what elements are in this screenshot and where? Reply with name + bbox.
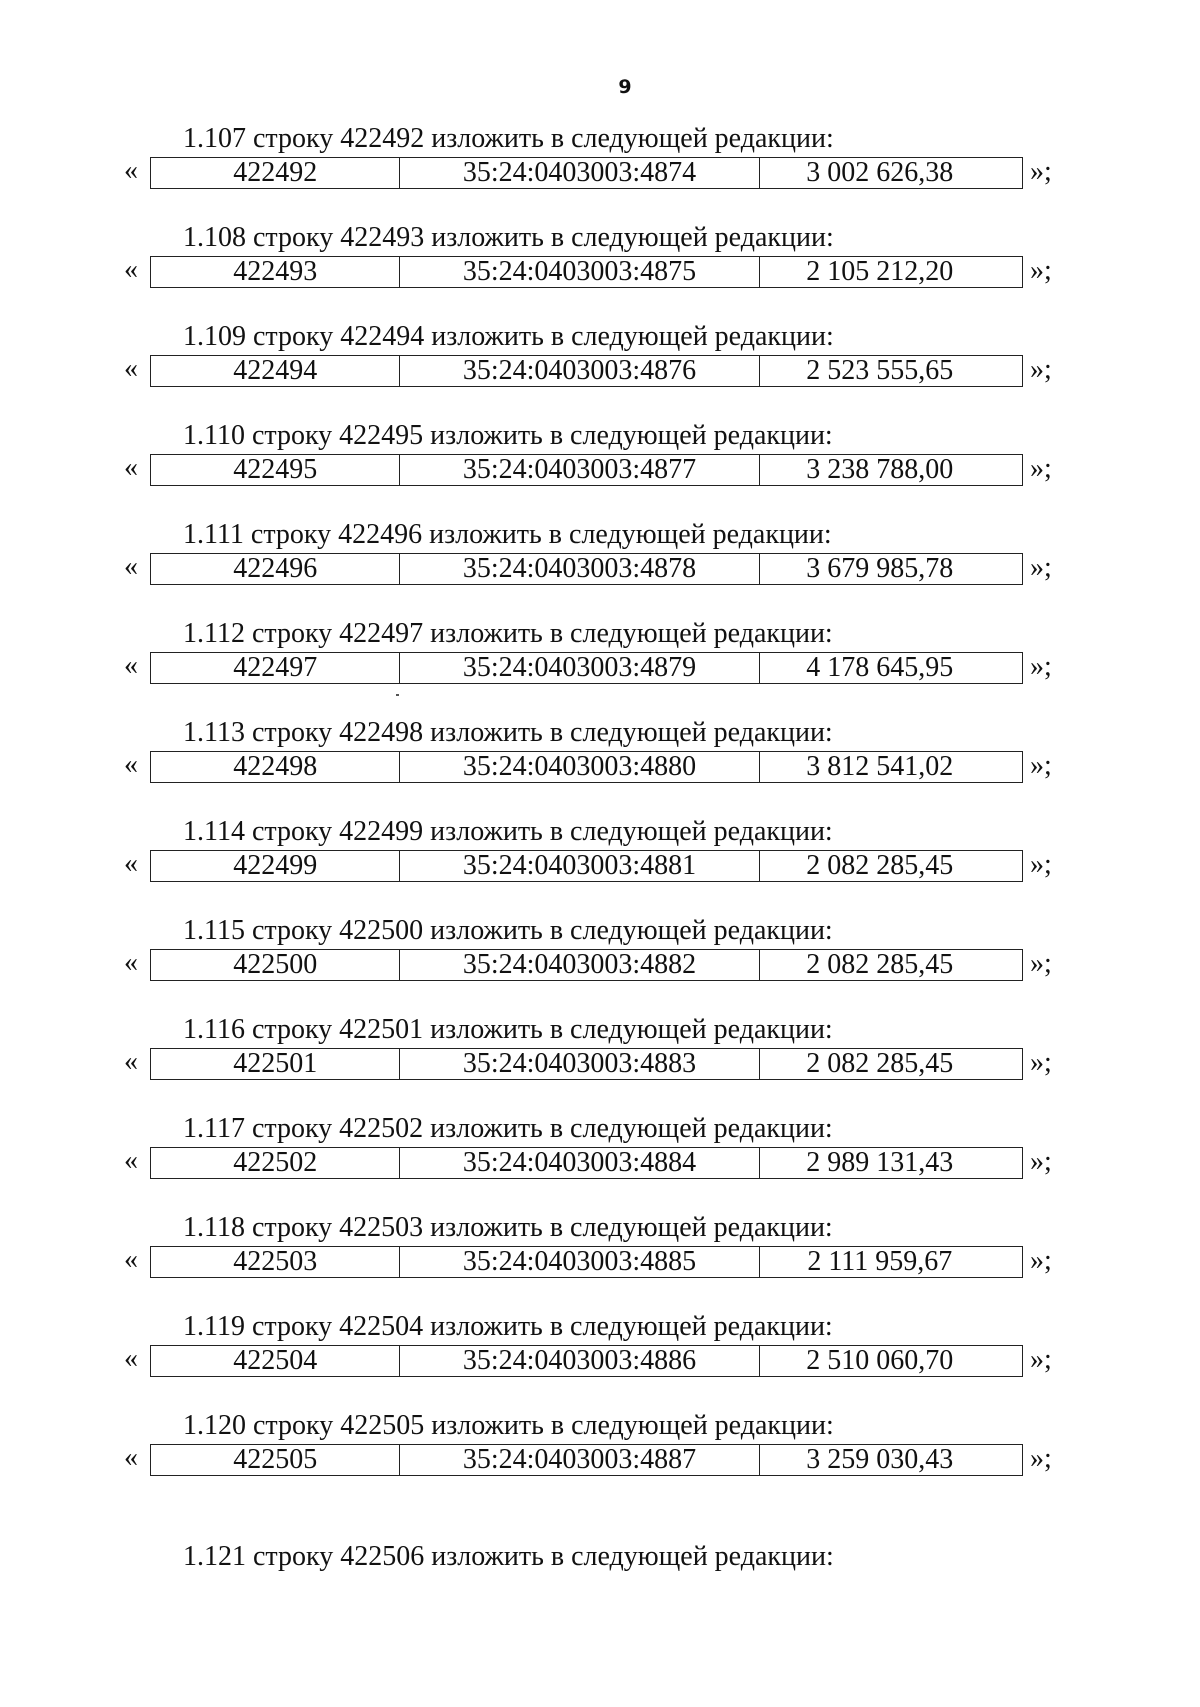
table-row — [150, 652, 1023, 684]
amendment-instruction: 1.115 строку 422500 изложить в следующей редакции: — [183, 915, 833, 946]
row-number-cell: 422501 — [151, 1049, 400, 1079]
row-number-cell: 422497 — [151, 653, 400, 683]
cadastral-value-cell: 3 679 985,78 — [806, 553, 954, 584]
cadastral-value-cell: 2 082 285,45 — [806, 850, 954, 881]
amendment-entry — [0, 1114, 1200, 1213]
closing-quote: »; — [1030, 1146, 1052, 1177]
cadastral-number-cell: 35:24:0403003:4886 — [400, 1346, 759, 1376]
table-row — [150, 1048, 1023, 1080]
amendment-entry — [0, 1213, 1200, 1312]
cadastral-number-cell: 35:24:0403003:4874 — [400, 158, 759, 188]
table-row — [150, 157, 1023, 189]
opening-quote: « — [124, 353, 138, 384]
opening-quote: « — [124, 947, 138, 978]
page-number: 9 — [618, 76, 632, 98]
opening-quote: « — [124, 551, 138, 582]
closing-quote: »; — [1030, 354, 1052, 385]
amendment-entry — [0, 124, 1200, 223]
table-row — [150, 850, 1023, 882]
table-row — [150, 949, 1023, 981]
opening-quote: « — [124, 1244, 138, 1275]
opening-quote: « — [124, 452, 138, 483]
cadastral-value-cell: 3 002 626,38 — [806, 157, 954, 188]
cadastral-number-cell: 35:24:0403003:4879 — [400, 653, 759, 683]
row-number-cell: 422504 — [151, 1346, 400, 1376]
opening-quote: « — [124, 254, 138, 285]
table-row — [150, 1345, 1023, 1377]
amendment-instruction: 1.117 строку 422502 изложить в следующей редакции: — [183, 1113, 833, 1144]
amendment-entry — [0, 817, 1200, 916]
opening-quote: « — [124, 749, 138, 780]
cadastral-number-cell: 35:24:0403003:4875 — [400, 257, 759, 287]
closing-quote: »; — [1030, 156, 1052, 187]
amendment-instruction: 1.110 строку 422495 изложить в следующей редакции: — [183, 420, 833, 451]
amendment-instruction: 1.108 строку 422493 изложить в следующей редакции: — [183, 222, 834, 253]
cadastral-value-cell: 3 259 030,43 — [806, 1444, 954, 1475]
amendment-instruction: 1.113 строку 422498 изложить в следующей редакции: — [183, 717, 833, 748]
amendment-instruction: 1.114 строку 422499 изложить в следующей редакции: — [183, 816, 833, 847]
cadastral-value-cell: 2 523 555,65 — [806, 355, 954, 386]
amendment-instruction: 1.120 строку 422505 изложить в следующей редакции: — [183, 1410, 834, 1441]
amendment-entry — [0, 322, 1200, 421]
opening-quote: « — [124, 1442, 138, 1473]
amendment-list — [0, 124, 1200, 1510]
amendment-entry — [0, 1015, 1200, 1114]
amendment-instruction: 1.112 строку 422497 изложить в следующей редакции: — [183, 618, 833, 649]
cadastral-value-cell: 2 111 959,67 — [807, 1246, 953, 1277]
cadastral-value-cell: 2 082 285,45 — [806, 949, 954, 980]
table-row — [150, 1444, 1023, 1476]
amendment-entry — [0, 619, 1200, 718]
cadastral-number-cell: 35:24:0403003:4878 — [400, 554, 759, 584]
table-row — [150, 454, 1023, 486]
cadastral-number-cell: 35:24:0403003:4884 — [400, 1148, 759, 1178]
table-row — [150, 1147, 1023, 1179]
opening-quote: « — [124, 848, 138, 879]
closing-quote: »; — [1030, 552, 1052, 583]
row-number-cell: 422498 — [151, 752, 400, 782]
cadastral-value-cell: 3 812 541,02 — [806, 751, 954, 782]
table-row — [150, 553, 1023, 585]
amendment-instruction: 1.109 строку 422494 изложить в следующей редакции: — [183, 321, 834, 352]
row-number-cell: 422492 — [151, 158, 400, 188]
amendment-entry — [0, 1312, 1200, 1411]
opening-quote: « — [124, 650, 138, 681]
amendment-instruction: 1.118 строку 422503 изложить в следующей редакции: — [183, 1212, 833, 1243]
row-number-cell: 422500 — [151, 950, 400, 980]
closing-quote: »; — [1030, 1245, 1052, 1276]
row-number-cell: 422496 — [151, 554, 400, 584]
row-number-cell: 422499 — [151, 851, 400, 881]
row-number-cell: 422503 — [151, 1247, 400, 1277]
amendment-entry — [0, 421, 1200, 520]
cadastral-number-cell: 35:24:0403003:4883 — [400, 1049, 759, 1079]
amendment-instruction: 1.111 строку 422496 изложить в следующей редакции: — [183, 519, 832, 550]
closing-quote: »; — [1030, 453, 1052, 484]
closing-quote: »; — [1030, 1443, 1052, 1474]
closing-quote: »; — [1030, 750, 1052, 781]
cadastral-number-cell: 35:24:0403003:4880 — [400, 752, 759, 782]
scan-speck — [396, 694, 399, 696]
row-number-cell: 422505 — [151, 1445, 400, 1475]
closing-quote: »; — [1030, 849, 1052, 880]
table-row — [150, 256, 1023, 288]
row-number-cell: 422494 — [151, 356, 400, 386]
closing-quote: »; — [1030, 651, 1052, 682]
table-row — [150, 1246, 1023, 1278]
amendment-entry — [0, 223, 1200, 322]
amendment-instruction: 1.119 строку 422504 изложить в следующей редакции: — [183, 1311, 833, 1342]
cadastral-value-cell: 2 105 212,20 — [806, 256, 954, 287]
amendment-entry — [0, 1411, 1200, 1510]
row-number-cell: 422493 — [151, 257, 400, 287]
final-instruction: 1.121 строку 422506 изложить в следующей редакции: — [183, 1541, 834, 1572]
cadastral-value-cell: 2 082 285,45 — [806, 1048, 954, 1079]
opening-quote: « — [124, 155, 138, 186]
closing-quote: »; — [1030, 1047, 1052, 1078]
amendment-instruction: 1.116 строку 422501 изложить в следующей редакции: — [183, 1014, 833, 1045]
amendment-entry — [0, 916, 1200, 1015]
cadastral-number-cell: 35:24:0403003:4885 — [400, 1247, 759, 1277]
opening-quote: « — [124, 1145, 138, 1176]
table-row — [150, 751, 1023, 783]
row-number-cell: 422502 — [151, 1148, 400, 1178]
amendment-instruction: 1.107 строку 422492 изложить в следующей редакции: — [183, 123, 834, 154]
row-number-cell: 422495 — [151, 455, 400, 485]
table-row — [150, 355, 1023, 387]
amendment-entry — [0, 718, 1200, 817]
closing-quote: »; — [1030, 255, 1052, 286]
cadastral-value-cell: 2 989 131,43 — [806, 1147, 954, 1178]
amendment-entry — [0, 520, 1200, 619]
closing-quote: »; — [1030, 1344, 1052, 1375]
cadastral-number-cell: 35:24:0403003:4887 — [400, 1445, 759, 1475]
cadastral-number-cell: 35:24:0403003:4876 — [400, 356, 759, 386]
cadastral-number-cell: 35:24:0403003:4882 — [400, 950, 759, 980]
opening-quote: « — [124, 1343, 138, 1374]
cadastral-number-cell: 35:24:0403003:4881 — [400, 851, 759, 881]
cadastral-value-cell: 3 238 788,00 — [806, 454, 954, 485]
cadastral-value-cell: 4 178 645,95 — [806, 652, 954, 683]
opening-quote: « — [124, 1046, 138, 1077]
cadastral-number-cell: 35:24:0403003:4877 — [400, 455, 759, 485]
cadastral-value-cell: 2 510 060,70 — [806, 1345, 954, 1376]
closing-quote: »; — [1030, 948, 1052, 979]
